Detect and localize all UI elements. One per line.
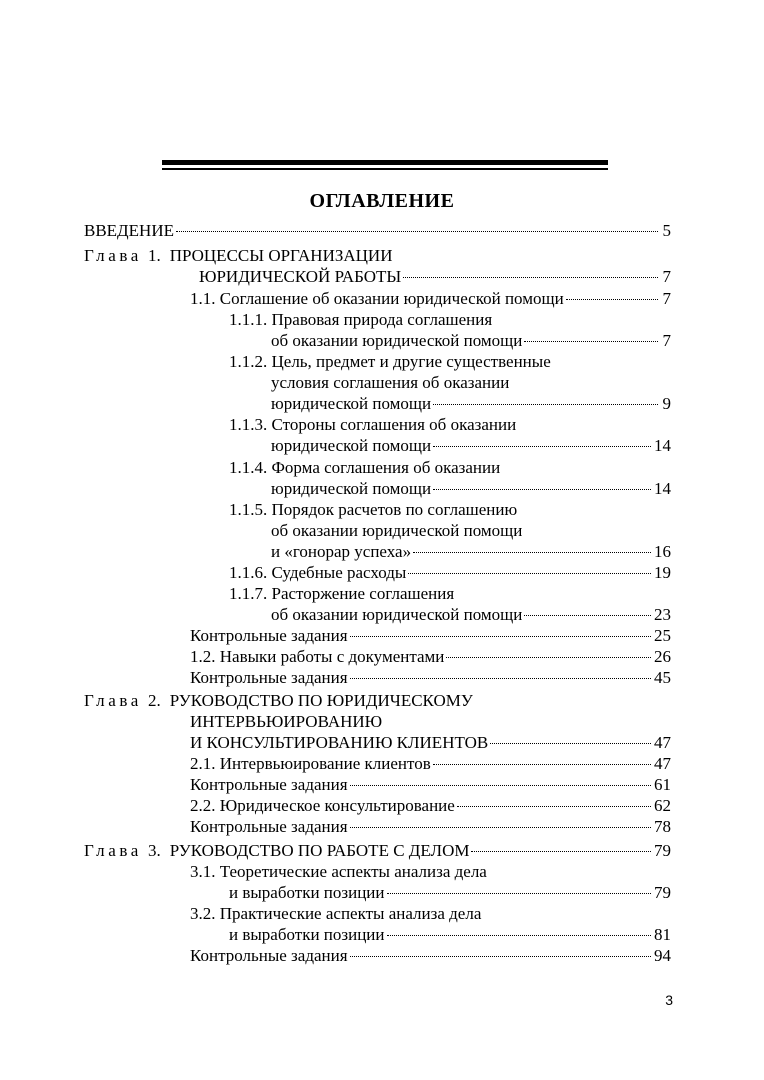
toc-entry-title: 2.1. Интервьюирование клиентов: [190, 754, 431, 773]
toc-entry: [229, 562, 671, 584]
toc-entry-page: 19: [654, 563, 671, 582]
dot-leader: [433, 446, 651, 447]
toc-entry-page: 14: [654, 479, 671, 498]
toc-entry-title: Контрольные задания: [190, 817, 348, 836]
toc-entry: [229, 309, 492, 331]
dot-leader: [350, 678, 651, 679]
toc-entry-title: 3.2. Практические аспекты анализа дела: [190, 904, 482, 923]
toc-entry: [84, 220, 671, 242]
toc-entry-page: 45: [654, 668, 671, 687]
toc-entry-title: РУКОВОДСТВО ПО ЮРИДИЧЕСКОМУ: [169, 691, 473, 710]
dot-leader: [566, 299, 658, 300]
toc-entry-title: юридической помощи: [271, 479, 432, 498]
toc-entry-title: РУКОВОДСТВО ПО РАБОТЕ С ДЕЛОМ: [169, 841, 470, 860]
toc-entry-page: 79: [654, 841, 671, 860]
page-title: ОГЛАВЛЕНИЕ: [309, 190, 455, 212]
page-number: 3: [665, 992, 673, 1008]
toc-entry-title: 2.2. Юридическое консультирование: [190, 796, 455, 815]
toc-entry-page: 79: [654, 883, 671, 902]
toc-entry-title: Контрольные задания: [190, 946, 348, 965]
toc-entry-title: ЮРИДИЧЕСКОЙ РАБОТЫ: [199, 267, 402, 286]
toc-entry-title: ИНТЕРВЬЮИРОВАНИЮ: [190, 712, 383, 731]
toc-entry: [84, 840, 671, 862]
toc-entry-page: 62: [654, 796, 671, 815]
toc-entry: [190, 945, 671, 967]
chapter-label: Глава: [84, 691, 142, 710]
dot-leader: [176, 231, 658, 232]
dot-leader: [471, 851, 651, 852]
toc-entry-page: 9: [662, 394, 671, 413]
toc-entry-page: 25: [654, 626, 671, 645]
toc-entry: [229, 583, 454, 605]
toc-entry-page: 81: [654, 925, 671, 944]
toc-entry: [190, 732, 671, 754]
toc-entry: [190, 625, 671, 647]
toc-entry-page: 7: [662, 289, 671, 308]
toc-entry: [271, 604, 671, 626]
toc-entry-title: условия соглашения об оказании: [271, 373, 510, 392]
toc-entry: [229, 351, 551, 373]
toc-entry: [84, 690, 473, 712]
dot-leader: [433, 764, 651, 765]
chapter-label: Глава: [84, 841, 142, 860]
toc-entry: [271, 520, 522, 542]
toc-entry: [190, 667, 671, 689]
dot-leader: [457, 806, 651, 807]
toc-entry-page: 14: [654, 436, 671, 455]
toc-entry: [190, 288, 671, 310]
toc-entry: [271, 435, 671, 457]
dot-leader: [387, 893, 651, 894]
toc-entry-title: об оказании юридической помощи: [271, 331, 523, 350]
toc-entry: [190, 795, 671, 817]
toc-entry-title: юридической помощи: [271, 436, 432, 455]
toc-entry-title: 1.1.7. Расторжение соглашения: [229, 584, 455, 603]
dot-leader: [490, 743, 651, 744]
chapter-number: 2.: [147, 691, 161, 710]
toc-entry-title: 1.1.5. Порядок расчетов по соглашению: [229, 500, 518, 519]
dot-leader: [433, 404, 658, 405]
toc-entry-title: и выработки позиции: [229, 925, 385, 944]
toc-entry-title: ПРОЦЕССЫ ОРГАНИЗАЦИИ: [169, 246, 393, 265]
dot-leader: [524, 341, 658, 342]
toc-entry-title: 1.1.2. Цель, предмет и другие существенные: [229, 352, 551, 371]
toc-entry: [190, 774, 671, 796]
toc-entry: [229, 499, 517, 521]
toc-entry-page: 47: [654, 754, 671, 773]
chapter-number: 3.: [147, 841, 161, 860]
toc-entry-page: 26: [654, 647, 671, 666]
dot-leader: [387, 935, 651, 936]
toc-entry: [199, 266, 671, 288]
toc-entry: [229, 924, 671, 946]
toc-entry-page: 94: [654, 946, 671, 965]
dot-leader: [350, 636, 651, 637]
toc-entry: [271, 393, 671, 415]
dot-leader: [524, 615, 651, 616]
chapter-number: 1.: [147, 246, 161, 265]
chapter-label: Глава: [84, 246, 142, 265]
dot-leader: [446, 657, 651, 658]
toc-entry-title: об оказании юридической помощи: [271, 605, 523, 624]
toc-entry: [190, 816, 671, 838]
toc-entry-title: ВВЕДЕНИЕ: [84, 221, 174, 240]
toc-entry-title: юридической помощи: [271, 394, 432, 413]
toc-entry-page: 61: [654, 775, 671, 794]
dot-leader: [350, 956, 651, 957]
dot-leader: [403, 277, 658, 278]
toc-entry-title: Контрольные задания: [190, 775, 348, 794]
toc-entry: [271, 478, 671, 500]
toc-entry: [190, 903, 481, 925]
toc-entry: [190, 711, 382, 733]
toc-entry: [271, 372, 509, 394]
toc-entry: [229, 457, 500, 479]
toc-entry-page: 7: [662, 331, 671, 350]
toc-entry: [84, 245, 392, 267]
toc-entry-page: 7: [662, 267, 671, 286]
dot-leader: [350, 785, 651, 786]
toc-entry-title: 1.1.6. Судебные расходы: [229, 563, 407, 582]
toc-entry-title: 1.2. Навыки работы с документами: [190, 647, 445, 666]
toc-entry-page: 78: [654, 817, 671, 836]
toc-entry-title: Контрольные задания: [190, 668, 348, 687]
toc-entry-title: И КОНСУЛЬТИРОВАНИЮ КЛИЕНТОВ: [190, 733, 489, 752]
toc-entry-title: 1.1. Соглашение об оказании юридической помощи: [190, 289, 564, 308]
toc-entry: [271, 330, 671, 352]
toc-entry-title: 1.1.4. Форма соглашения об оказании: [229, 458, 501, 477]
toc-entry-title: 3.1. Теоретические аспекты анализа дела: [190, 862, 487, 881]
toc-entry-title: и выработки позиции: [229, 883, 385, 902]
toc-entry-page: 47: [654, 733, 671, 752]
toc-entry: [190, 861, 487, 883]
toc-entry-title: об оказании юридической помощи: [271, 521, 523, 540]
dot-leader: [350, 827, 651, 828]
toc-entry-title: 1.1.1. Правовая природа соглашения: [229, 310, 493, 329]
toc-entry: [190, 753, 671, 775]
toc-entry-page: 5: [662, 221, 671, 240]
toc-entry: [271, 541, 671, 563]
dot-leader: [413, 552, 651, 553]
toc-entry: [229, 882, 671, 904]
toc-entry-title: 1.1.3. Стороны соглашения об оказании: [229, 415, 517, 434]
toc-entry-title: Контрольные задания: [190, 626, 348, 645]
toc-entry-page: 23: [654, 605, 671, 624]
toc-entry: [229, 414, 516, 436]
toc-entry-title: и «гонорар успеха»: [271, 542, 412, 561]
toc-entry: [190, 646, 671, 668]
toc-entry-page: 16: [654, 542, 671, 561]
dot-leader: [433, 489, 651, 490]
dot-leader: [408, 573, 651, 574]
